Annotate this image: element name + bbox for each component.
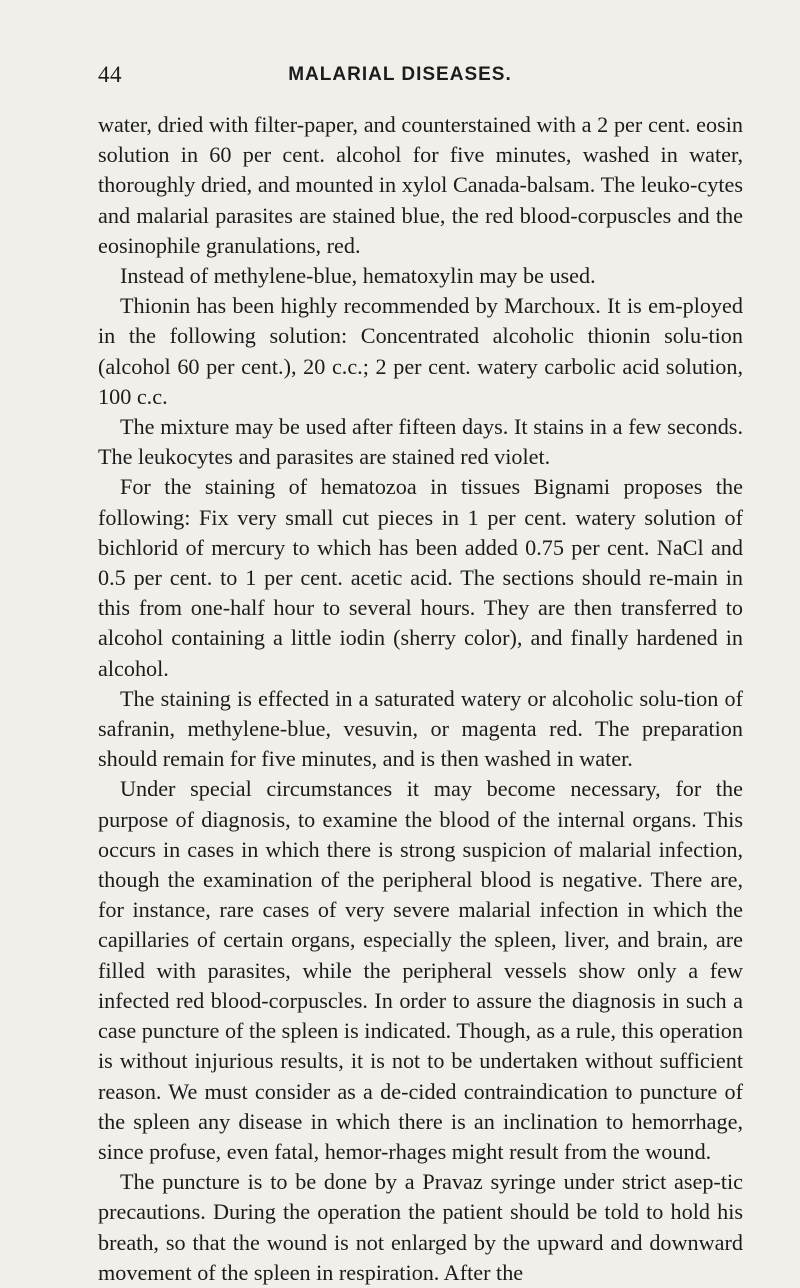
running-head: MALARIAL DISEASES. — [288, 64, 512, 85]
paragraph-continuation: water, dried with filter-paper, and counterstained with a 2 per cent. eosin solution in 60 per cent. alcohol for five minutes, washed in water, thoroughly dried, and mounted in xylol Canada-balsam. The leuko-cytes and malarial parasites are stained blue, the red blood-corpuscles and the eosinophile granulations, red. — [98, 112, 743, 258]
paragraph-thionin: Thionin has been highly recommended by Marchoux. It is em-ployed in the following solution: Concentrated alcoholic thionin solu-tion (alcohol 60 per cent.), 20 c.c.; 2 per cent. watery carbolic acid solution, 100 c.c. — [98, 293, 743, 409]
paragraph-bignami: For the staining of hematozoa in tissues Bignami proposes the following: Fix very small cut pieces in 1 per cent. watery solution of bichlorid of mercury to which has been added 0.75 per cent. NaCl and 0.5 per cent. to 1 per cent. acetic acid. The sections should re-main in this from one-half hour to several hours. They are then transferred to alcohol containing a little iodin (sherry color), and finally hardened in alcohol. — [98, 474, 743, 681]
paragraph-mixture: The mixture may be used after fifteen days. It stains in a few seconds. The leukocytes and parasites are stained red violet. — [98, 414, 743, 470]
page-header — [0, 62, 800, 92]
paragraph-staining: The staining is effected in a saturated watery or alcoholic solu-tion of safranin, methylene-blue, vesuvin, or magenta red. The preparation should remain for five minutes, and is then washed in water. — [98, 685, 743, 772]
page-number: 44 — [98, 62, 122, 87]
paragraph-hematoxylin: Instead of methylene-blue, hematoxylin may be used. — [120, 263, 596, 289]
paragraph-internal-organs: Under special circumstances it may become necessary, for the purpose of diagnosis, to examine the blood of the internal organs. This occurs in cases in which there is strong suspicion of malarial infection, though the examination of the peripheral blood is negative. There are, for instance, rare cases of very severe malarial infection in which the capillaries of certain organs, especially the spleen, liver, and brain, are filled with parasites, while the peripheral vessels show only a few infected red blood-corpuscles. In order to assure the diagnosis in such a case puncture of the spleen is indicated. Though, as a rule, this operation is without injurious results, it is not to be undertaken without sufficient reason. We must consider as a de-cided contraindication to puncture of the spleen any disease in which there is an inclination to hemorrhage, since profuse, even fatal, hemor-rhages might result from the wound. — [98, 776, 743, 1164]
paragraph-puncture: The puncture is to be done by a Pravaz syringe under strict asep-tic precautions. During the operation the patient should be told to hold his breath, so that the wound is not enlarged by the upward and downward movement of the spleen in respiration. After the — [98, 1169, 743, 1285]
body-text — [98, 110, 743, 1288]
